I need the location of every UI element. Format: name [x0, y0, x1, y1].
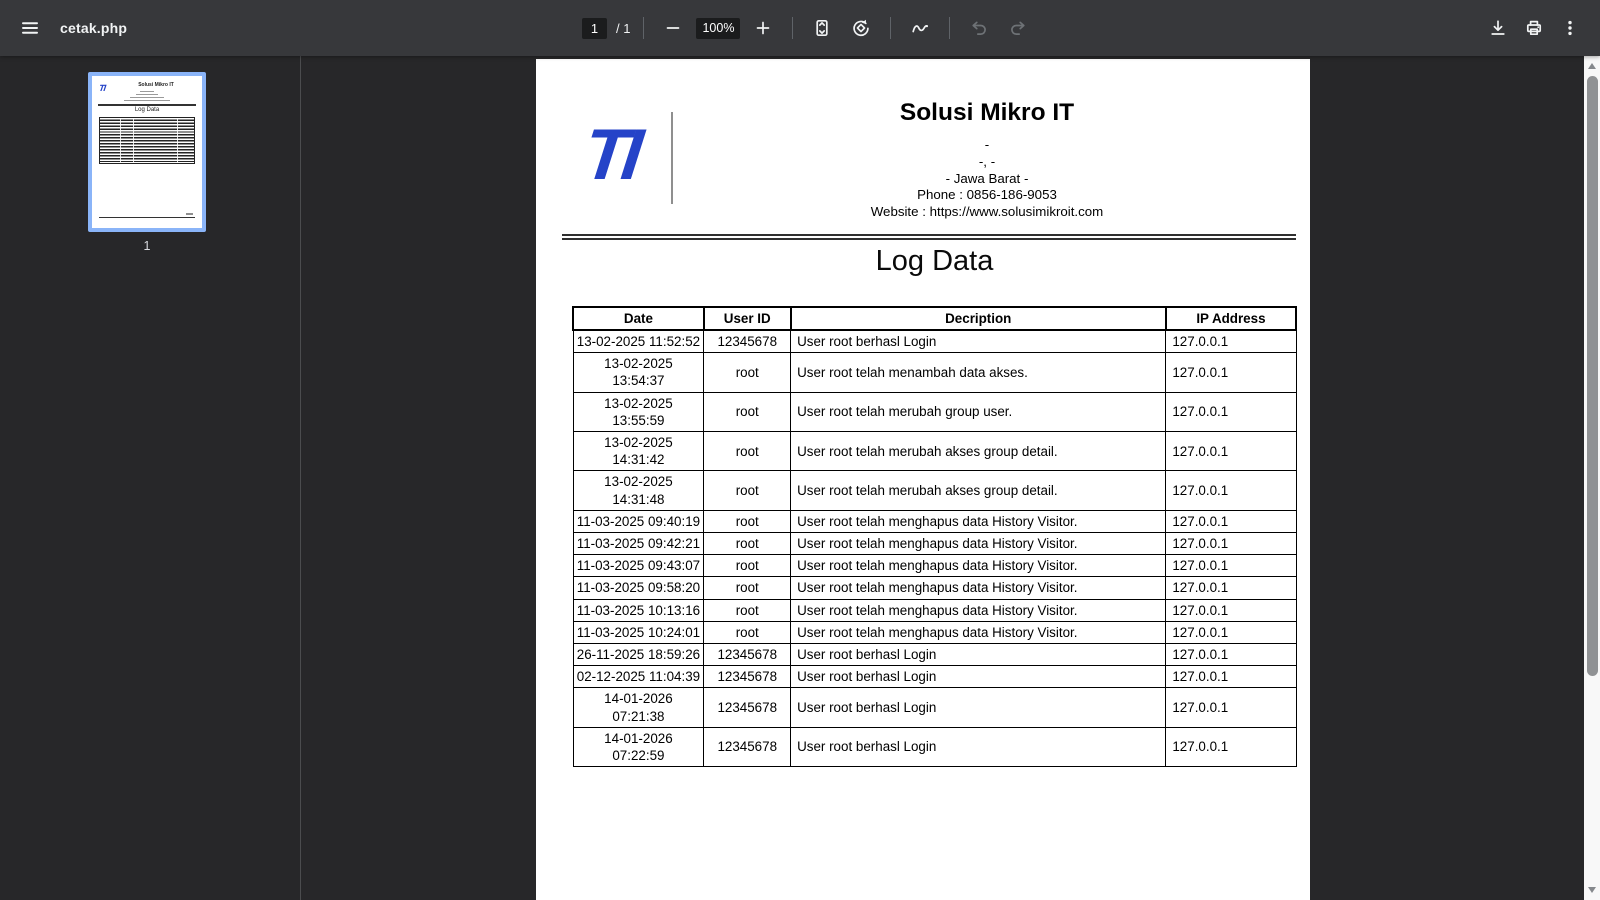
table-cell: User root berhasl Login	[791, 666, 1166, 688]
toolbar-separator	[792, 17, 793, 39]
table-cell: root	[704, 510, 791, 532]
table-cell: 127.0.0.1	[1166, 577, 1296, 599]
phone-line: Phone : 0856-186-9053	[917, 187, 1057, 203]
table-cell: User root berhasl Login	[791, 727, 1166, 766]
table-cell: 11-03-2025 09:58:20	[573, 577, 704, 599]
table-cell: 127.0.0.1	[1166, 330, 1296, 353]
table-cell: 12345678	[704, 666, 791, 688]
log-table-header-row	[573, 307, 1296, 330]
ink-squiggle-icon	[910, 18, 930, 38]
thumbnail-table-column-line	[120, 118, 121, 163]
thumbnail-table	[99, 117, 195, 164]
column-header: IP Address	[1166, 307, 1296, 330]
thumbnail-text-line	[124, 100, 170, 101]
document-title: cetak.php	[60, 20, 128, 36]
table-cell: User root telah merubah group user.	[791, 392, 1166, 431]
table-row	[573, 727, 1296, 766]
table-row	[573, 621, 1296, 643]
thumbnail-logo: TI	[98, 83, 106, 93]
table-row	[573, 577, 1296, 599]
scrollbar-track[interactable]	[1584, 56, 1600, 900]
table-cell: root	[704, 621, 791, 643]
table-cell: root	[704, 555, 791, 577]
table-cell: 11-03-2025 09:40:19	[573, 510, 704, 532]
column-header: Date	[573, 307, 704, 330]
toolbar-center-group	[582, 0, 1034, 56]
table-cell: root	[704, 432, 791, 471]
scrollbar-thumb[interactable]	[1587, 76, 1598, 676]
download-icon	[1488, 18, 1508, 38]
thumbnail-page-label: 1	[143, 239, 151, 253]
redo-button[interactable]	[1002, 12, 1034, 44]
table-cell: root	[704, 577, 791, 599]
table-cell: 127.0.0.1	[1166, 666, 1296, 688]
report-title: Log Data	[875, 245, 994, 277]
table-cell: 14-01-2026 07:22:59	[573, 727, 704, 766]
table-cell: root	[704, 392, 791, 431]
website-line: Website : https://www.solusimikroit.com	[870, 204, 1104, 220]
table-row	[573, 392, 1296, 431]
thumbnail-table-column-line	[133, 118, 134, 163]
table-row	[573, 666, 1296, 688]
table-cell: User root berhasl Login	[791, 330, 1166, 353]
plus-icon	[753, 18, 773, 38]
table-row	[573, 353, 1296, 392]
print-button[interactable]	[1518, 12, 1550, 44]
table-cell: User root berhasl Login	[791, 644, 1166, 666]
table-cell: 127.0.0.1	[1166, 533, 1296, 555]
table-cell: 12345678	[704, 688, 791, 727]
company-name: Solusi Mikro IT	[899, 99, 1075, 126]
page-thumbnail[interactable]	[88, 72, 206, 232]
table-cell: 127.0.0.1	[1166, 555, 1296, 577]
table-cell: 13-02-2025 11:52:52	[573, 330, 704, 353]
column-header: Decription	[791, 307, 1166, 330]
table-row	[573, 432, 1296, 471]
table-cell: root	[704, 599, 791, 621]
table-cell: 127.0.0.1	[1166, 621, 1296, 643]
viewer-content	[0, 56, 1600, 900]
table-cell: User root berhasl Login	[791, 688, 1166, 727]
table-cell: 127.0.0.1	[1166, 599, 1296, 621]
thumbnail-table-column-line	[177, 118, 178, 163]
table-cell: 127.0.0.1	[1166, 688, 1296, 727]
table-cell: 11-03-2025 10:24:01	[573, 621, 704, 643]
table-cell: User root telah menghapus data History Visitor.	[791, 621, 1166, 643]
page-count-label: / 1	[616, 20, 631, 36]
table-cell: root	[704, 471, 791, 510]
thumbnail-company-name: Solusi Mikro IT	[138, 82, 174, 88]
more-options-button[interactable]	[1554, 12, 1586, 44]
redo-icon	[1008, 18, 1028, 38]
table-row	[573, 599, 1296, 621]
toolbar-separator	[949, 17, 950, 39]
menu-button[interactable]	[14, 12, 46, 44]
minus-icon	[663, 18, 683, 38]
thumbnail-text-line	[136, 94, 158, 95]
thumbnail-footer-line	[99, 217, 195, 218]
triangle-up-icon	[1588, 63, 1596, 69]
table-cell: 127.0.0.1	[1166, 471, 1296, 510]
table-cell: 13-02-2025 13:55:59	[573, 392, 704, 431]
toolbar-left-group	[14, 0, 127, 56]
hamburger-icon	[20, 18, 40, 38]
table-cell: User root telah menambah data akses.	[791, 353, 1166, 392]
pdf-page	[536, 59, 1310, 900]
address-line: - Jawa Barat -	[945, 170, 1029, 186]
fit-page-button[interactable]	[806, 12, 838, 44]
toolbar-separator	[643, 17, 644, 39]
fit-page-icon	[812, 18, 832, 38]
rotate-button[interactable]	[845, 12, 877, 44]
table-cell: 127.0.0.1	[1166, 432, 1296, 471]
table-cell: User root telah menghapus data History Visitor.	[791, 510, 1166, 532]
toolbar-separator	[890, 17, 891, 39]
table-cell: User root telah menghapus data History Visitor.	[791, 533, 1166, 555]
vertical-ellipsis-icon	[1560, 18, 1580, 38]
annotate-button[interactable]	[904, 12, 936, 44]
table-cell: 11-03-2025 09:43:07	[573, 555, 704, 577]
table-cell: 02-12-2025 11:04:39	[573, 666, 704, 688]
table-cell: 12345678	[704, 727, 791, 766]
scroll-down-button[interactable]	[1584, 882, 1600, 898]
toolbar-right-group	[1482, 0, 1586, 56]
table-cell: 11-03-2025 09:42:21	[573, 533, 704, 555]
address-line: -	[984, 137, 990, 152]
download-button[interactable]	[1482, 12, 1514, 44]
document-header	[664, 99, 1310, 221]
table-cell: 13-02-2025 14:31:48	[573, 471, 704, 510]
table-cell: 127.0.0.1	[1166, 353, 1296, 392]
thumbnail-footer-mark	[186, 213, 193, 215]
table-cell: 127.0.0.1	[1166, 392, 1296, 431]
table-cell: root	[704, 533, 791, 555]
thumbnail-text-line	[130, 97, 164, 98]
table-row	[573, 533, 1296, 555]
table-cell: User root telah menghapus data History Visitor.	[791, 577, 1166, 599]
log-table-body	[573, 330, 1296, 767]
zoom-in-button[interactable]	[747, 12, 779, 44]
pdf-toolbar	[0, 0, 1600, 56]
print-icon	[1524, 18, 1544, 38]
table-row	[573, 688, 1296, 727]
thumbnail-page-preview	[92, 76, 202, 228]
thumbnail-double-rule	[98, 104, 196, 106]
table-cell: 26-11-2025 18:59:26	[573, 644, 704, 666]
triangle-down-icon	[1588, 887, 1596, 893]
table-cell: 127.0.0.1	[1166, 644, 1296, 666]
page-number-input[interactable]	[582, 18, 607, 39]
table-cell: User root telah menghapus data History Visitor.	[791, 599, 1166, 621]
undo-icon	[969, 18, 989, 38]
table-cell: 12345678	[704, 644, 791, 666]
header-double-rule	[562, 234, 1296, 240]
thumbnail-text-line	[140, 91, 154, 92]
table-cell: 14-01-2026 07:21:38	[573, 688, 704, 727]
zoom-level-control[interactable]: 100%	[696, 18, 740, 39]
table-cell: 13-02-2025 13:54:37	[573, 353, 704, 392]
table-cell: User root telah menghapus data History Visitor.	[791, 555, 1166, 577]
rotate-counterclockwise-icon	[851, 18, 871, 38]
table-row	[573, 555, 1296, 577]
table-cell: User root telah merubah akses group detail.	[791, 432, 1166, 471]
scroll-up-button[interactable]	[1584, 58, 1600, 74]
table-cell: 127.0.0.1	[1166, 727, 1296, 766]
table-cell: 12345678	[704, 330, 791, 353]
table-cell: 11-03-2025 10:13:16	[573, 599, 704, 621]
thumbnail-report-title: Log Data	[134, 107, 160, 113]
table-row	[573, 330, 1296, 353]
table-row	[573, 644, 1296, 666]
table-cell: 13-02-2025 14:31:42	[573, 432, 704, 471]
undo-button[interactable]	[963, 12, 995, 44]
company-logo: TI	[579, 115, 642, 195]
log-table	[572, 306, 1297, 767]
column-header: User ID	[704, 307, 791, 330]
table-row	[573, 510, 1296, 532]
table-cell: User root telah merubah akses group detail.	[791, 471, 1166, 510]
address-line: -, -	[978, 153, 996, 169]
table-cell: root	[704, 353, 791, 392]
table-cell: 127.0.0.1	[1166, 510, 1296, 532]
zoom-out-button[interactable]	[657, 12, 689, 44]
sidebar-divider	[300, 56, 301, 900]
thumbnail-sidebar	[0, 56, 300, 900]
table-row	[573, 471, 1296, 510]
